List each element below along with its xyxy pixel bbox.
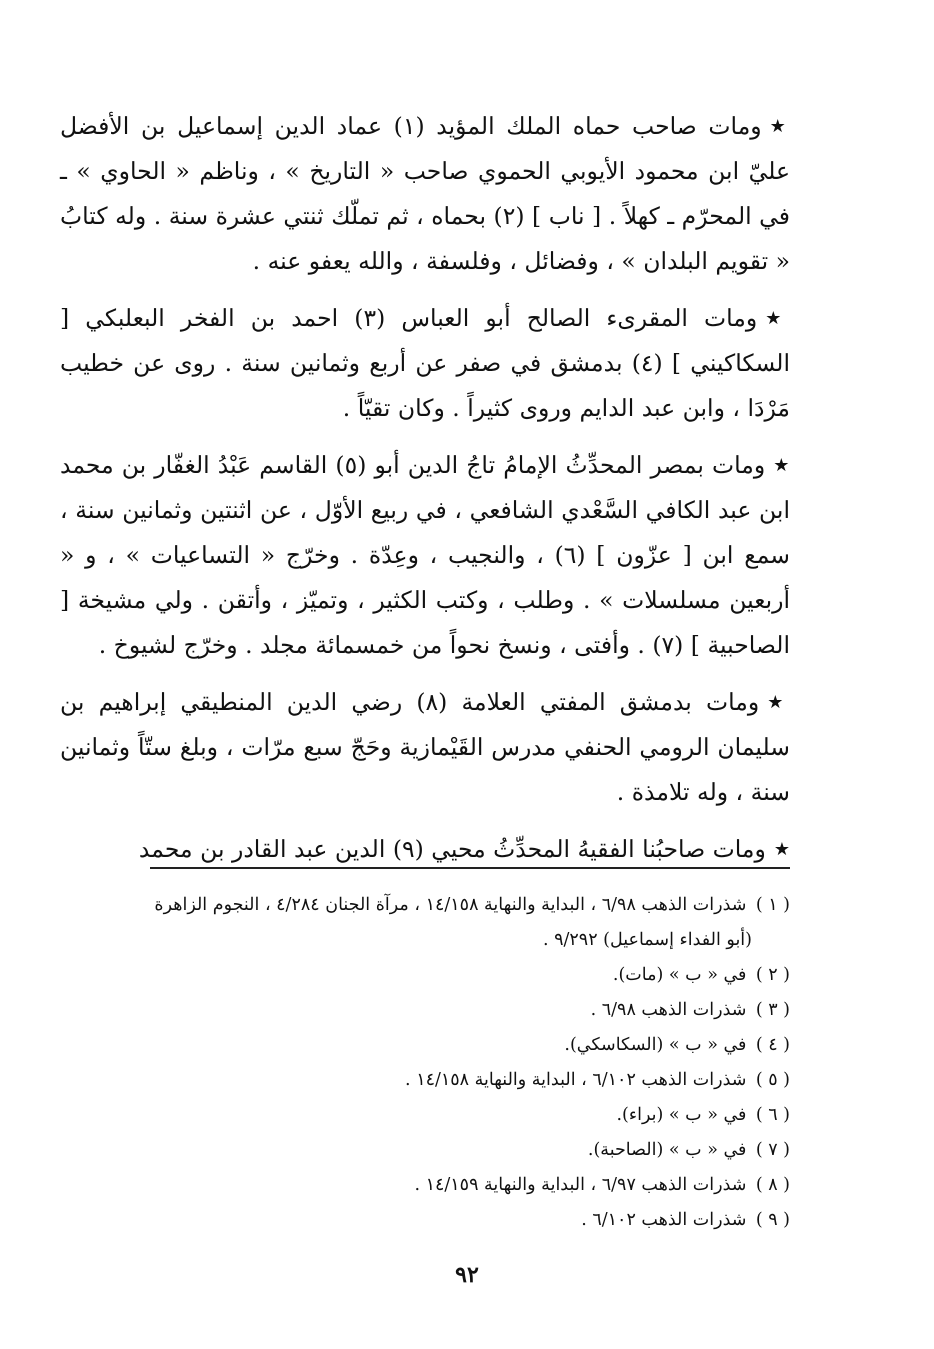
- footnote-number: ( ٧ ): [755, 1140, 790, 1160]
- footnote-1: [70, 888, 790, 923]
- footnote-text: في « ب » (براء).: [616, 1105, 747, 1125]
- footnote-number: ( ٢ ): [755, 965, 790, 985]
- footnote-number: ( ٨ ): [755, 1175, 790, 1195]
- footnote-6: [70, 1098, 790, 1133]
- footnote-number: ( ٩ ): [755, 1210, 790, 1230]
- main-text: [60, 104, 790, 884]
- star-icon: ★: [767, 692, 791, 713]
- paragraph-2: [60, 296, 790, 431]
- footnote-number: ( ٥ ): [755, 1070, 790, 1090]
- page-number: ٩٢: [455, 1262, 479, 1288]
- paragraph-text: ومات المقرىء الصالح أبو العباس (٣) احمد بن الفخر البعلبكي [ السكاكيني ] (٤) بدمشق في صفر عن أربع وثمانين سنة . روى عن خطيب مَرْدَا ، وابن عبد الدايم وروى كثيراً . وكان تقيّاً .: [60, 304, 790, 422]
- footnote-2: [70, 958, 790, 993]
- footnote-text: شذرات الذهب ٦/٩٧ ، البداية والنهاية ١٤/١٥٩ .: [414, 1175, 747, 1195]
- paragraph-text: ومات صاحب حماه الملك المؤيد (١) عماد الدين إسماعيل بن الأفضل عليّ ابن محمود الأيوبي الحموي صاحب « التاريخ » ، وناظم « الحاوي » ـ في المحرّم ـ كهلاً . [ ناب ] (٢) بحماه ، ثم تملّك ثنتي عشرة سنة . وله كتابُ « تقويم البلدان » ، وفضائل ، وفلسفة ، والله يعفو عنه .: [60, 112, 790, 275]
- footnote-4: [70, 1028, 790, 1063]
- footnote-number: ( ٤ ): [755, 1035, 790, 1055]
- footnote-1-continuation: [70, 923, 790, 958]
- paragraph-text: ومات بمصر المحدِّثُ الإمامُ تاجُ الدين أبو (٥) القاسم عَبْدُ الغفّار بن محمد ابن عبد الكافي السَّعْدي الشافعي ، في ربيع الأوّل ، عن اثنتين وثمانين سنة ، سمع ابن [ عزّون ] (٦) ، والنجيب ، وعِدّة . وخرّج « التساعيات » ، و « أربعين مسلسلات » . وطلب ، وكتب الكثير ، وتميّز ، وأتقن . ولي مشيخة [ الصاحبية ] (٧) . وأفتى ، ونسخ نحواً من خمسمائة مجلد . وخرّج لشيوخ .: [60, 451, 790, 659]
- footnote-text: شذرات الذهب ٦/١٠٢ .: [581, 1210, 747, 1230]
- star-icon: ★: [769, 116, 790, 137]
- footnote-text: في « ب » (مات).: [612, 965, 747, 985]
- star-icon: ★: [765, 308, 791, 329]
- footnote-number: ( ٣ ): [755, 1000, 790, 1020]
- paragraph-3: [60, 443, 790, 668]
- footnote-text: شذرات الذهب ٦/٩٨ .: [590, 1000, 747, 1020]
- paragraph-4: [60, 680, 790, 815]
- footnote-number: ( ١ ): [755, 895, 790, 915]
- footnote-text: شذرات الذهب ٦/١٠٢ ، البداية والنهاية ١٤/١٥٨ .: [405, 1070, 747, 1090]
- footnote-8: [70, 1168, 790, 1203]
- footnote-text: شذرات الذهب ٦/٩٨ ، البداية والنهاية ١٤/١٥٨ ، مرآة الجنان ٤/٢٨٤ ، النجوم الزاهرة: [154, 895, 747, 915]
- footnote-text: (أبو الفداء إسماعيل) ٩/٢٩٢ .: [542, 930, 752, 950]
- footnote-7: [70, 1133, 790, 1168]
- footnote-divider: [150, 867, 790, 869]
- paragraph-text: ومات صاحبُنا الفقيهُ المحدِّثُ محيي (٩) الدين عبد القادر بن محمد: [138, 835, 766, 863]
- footnote-text: في « ب » (الصاحبة).: [587, 1140, 747, 1160]
- footnote-number: ( ٦ ): [755, 1105, 790, 1125]
- star-icon: ★: [773, 839, 790, 860]
- footnote-3: [70, 993, 790, 1028]
- footnote-text: في « ب » (السكاسكي).: [564, 1035, 747, 1055]
- footnote-9: [70, 1203, 790, 1238]
- paragraph-text: ومات بدمشق المفتي العلامة (٨) رضي الدين المنطيقي إبراهيم بن سليمان الرومي الحنفي مدرس القَيْمازية وحَجّ سبع مرّات ، وبلغ ستّاً وثمانين سنة ، وله تلامذة .: [60, 688, 790, 806]
- paragraph-5: [60, 827, 790, 872]
- star-icon: ★: [773, 455, 790, 476]
- footnote-5: [70, 1063, 790, 1098]
- footnotes: [70, 888, 790, 1238]
- paragraph-1: [60, 104, 790, 284]
